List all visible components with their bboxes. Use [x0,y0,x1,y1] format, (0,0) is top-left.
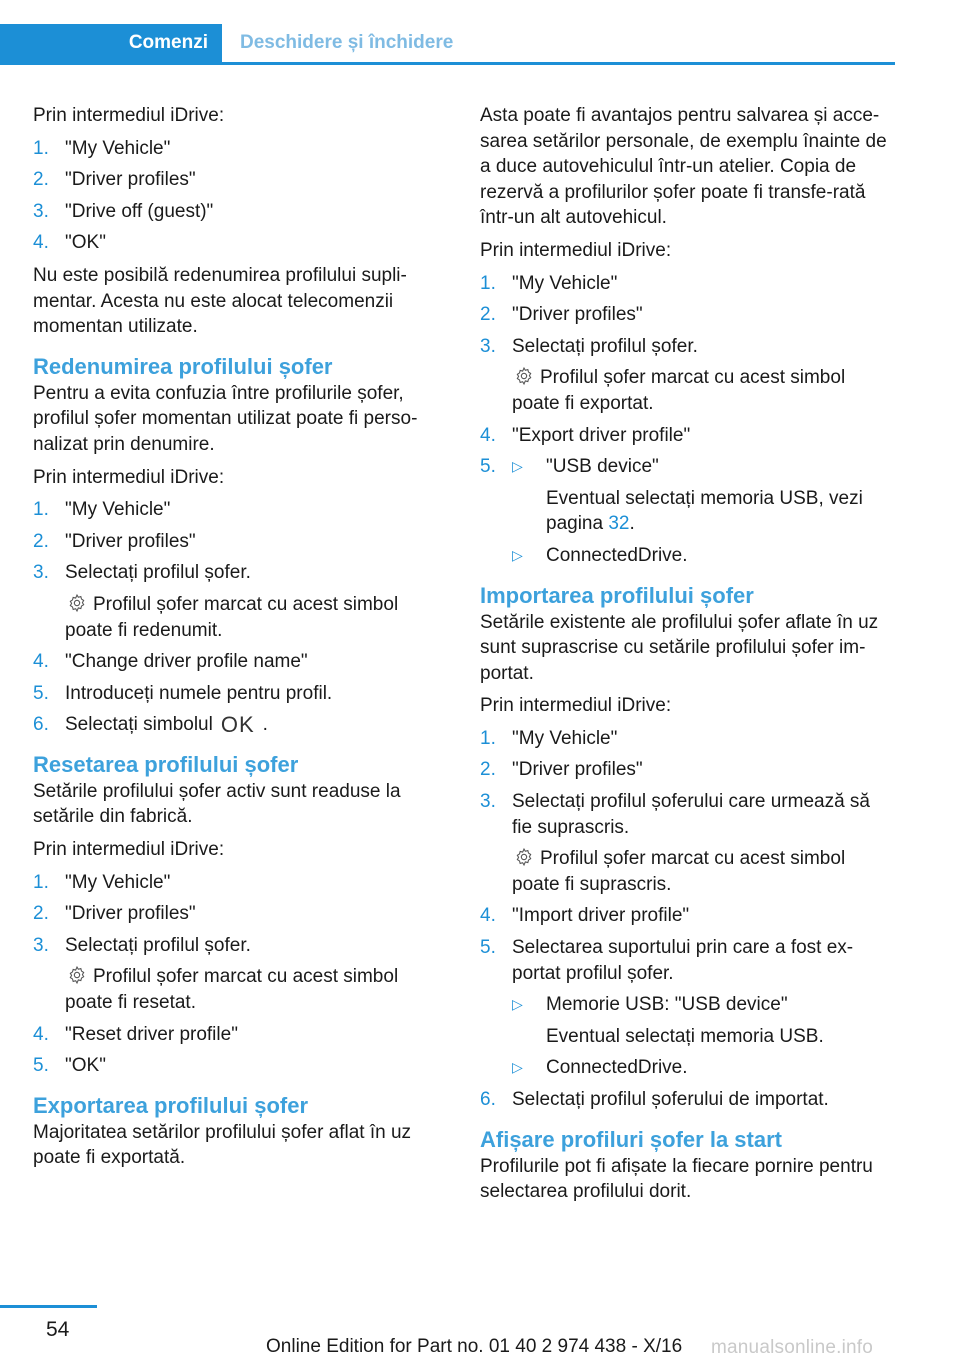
list-item [33,933,445,1016]
step-text: "My Vehicle" [65,871,171,893]
step-number: 4. [33,651,49,673]
list-item [480,935,895,1081]
edition-info: Online Edition for Part no. 01 40 2 974 438 - X/16 [266,1336,683,1357]
step-number: 5. [480,456,496,478]
step-text: "OK" [65,232,106,254]
triangle-bullet-icon: ▷ [512,546,523,563]
list-item [480,302,895,328]
step-text: "My Vehicle" [65,499,171,521]
note-text: Eventual selectați memoria USB, vezi pagina [546,487,863,535]
list-item [33,901,445,927]
step-number: 3. [480,335,496,357]
list-item [33,230,445,256]
step-number: 3. [33,934,49,956]
list-item [33,199,445,225]
list-item [512,543,895,569]
step-number: 3. [33,200,49,222]
ok-symbol-icon: OK [220,712,255,738]
step-text: "Change driver profile name" [65,651,308,673]
step-number: 1. [33,137,49,159]
option-text: ConnectedDrive. [546,544,688,566]
list-item [480,903,895,929]
step-text: Introduceți numele pentru profil. [65,682,333,704]
list-item [33,497,445,523]
option-text: "USB device" [546,456,659,478]
list-item [480,271,895,297]
symbol-note [65,592,445,643]
step-number: 5. [480,937,496,959]
footer-accent-line [0,1305,97,1308]
tab-deschidere-si-inchidere[interactable]: Deschidere și închidere [240,32,454,53]
step-text: "My Vehicle" [512,727,618,749]
list-item [33,681,445,707]
step-number: 2. [33,530,49,552]
symbol-note [512,846,895,897]
note-text: Profilul șofer marcat cu acest simbol poate fi redenumit. [65,593,399,641]
export-steps [480,271,895,569]
option-text: Memorie USB: "USB device" [546,994,788,1016]
triangle-bullet-icon: ▷ [512,458,523,475]
step-text: Selectarea suportului prin care a fost ex-portat profilul șofer. [512,937,854,984]
triangle-bullet-icon: ▷ [512,1059,523,1076]
tab-comenzi[interactable]: Comenzi [0,24,222,62]
list-item [33,529,445,555]
step-number: 5. [33,682,49,704]
page-link[interactable]: 32 [608,513,630,535]
page-number: 54 [46,1318,70,1341]
paragraph: Setările existente ale profilului șofer aflate în uz sunt suprascrise cu setările profilului șofer im-portat. [480,611,879,684]
list-item [480,757,895,783]
gear-icon [67,593,87,613]
step-number: 6. [480,1089,496,1110]
heading-export-profile: Exportarea profilului șofer [33,1092,309,1118]
step-text: "Driver profiles" [65,903,196,925]
note-text: Profilul șofer marcat cu acest simbol poate fi suprascris. [512,848,846,895]
header-bar [0,24,895,65]
list-item [512,454,895,537]
step-text-end: . [262,714,268,736]
step-number: 4. [480,424,496,446]
gear-icon [514,366,534,386]
step-number: 2. [480,759,496,781]
step-text: "My Vehicle" [512,272,618,294]
heading-display-profiles: Afișare profiluri șofer la start [480,1126,782,1152]
symbol-note [512,365,895,416]
step-text: "Drive off (guest)" [65,200,214,222]
list-item [33,1053,445,1079]
rename-steps [33,497,445,738]
list-item [33,560,445,643]
option-note: Eventual selectați memoria USB. [546,1025,824,1047]
import-steps [480,726,895,1113]
step-text: "OK" [65,1055,106,1077]
gear-icon [67,965,87,985]
list-item [33,167,445,193]
step-number: 1. [33,871,49,893]
paragraph: Prin intermediul iDrive: [480,239,672,261]
drive-off-steps [33,136,445,256]
step-number: 4. [33,1023,49,1045]
list-item [480,334,895,417]
note-text: Profilul șofer marcat cu acest simbol poate fi exportat. [512,367,846,414]
list-item [33,1022,445,1048]
step-number: 1. [480,727,496,749]
note-text-end: . [629,513,635,535]
step-text: "Driver profiles" [65,530,196,552]
step-number: 2. [33,903,49,925]
list-item [33,136,445,162]
paragraph: Majoritatea setărilor profilului șofer aflat în uz poate fi exportată. [33,1121,412,1169]
option-text: ConnectedDrive. [546,1057,688,1079]
heading-rename-profile: Redenumirea profilului șofer [33,353,333,379]
symbol-note [65,964,445,1015]
export-media-options [512,454,895,568]
paragraph: Nu este posibilă redenumirea profilului supli-mentar. Acesta nu este alocat telecomenzii momentan utilizate. [33,264,407,338]
step-text: "Export driver profile" [512,424,691,446]
step-text: Selectați profilul șoferului de importat. [512,1089,829,1110]
paragraph: Prin intermediul iDrive: [480,695,672,717]
step-text: "Driver profiles" [512,759,643,781]
list-item [480,423,895,449]
list-item [480,1087,895,1113]
list-item [33,870,445,896]
left-column [33,103,445,1178]
step-text: Selectați profilul șofer. [65,934,251,956]
step-number: 3. [33,562,49,584]
note-text: Profilul șofer marcat cu acest simbol poate fi resetat. [65,966,399,1014]
step-text: Selectați profilul șofer. [65,562,251,584]
list-item [512,1055,895,1081]
step-number: 3. [480,791,496,813]
watermark: manualsonline.info [711,1337,874,1358]
paragraph: Setările profilului șofer activ sunt readuse la setările din fabrică. [33,780,401,828]
step-text: "Reset driver profile" [65,1023,238,1045]
list-item [512,992,895,1049]
paragraph: Profilurile pot fi afișate la fiecare pornire pentru selectarea profilului dorit. [480,1155,873,1203]
step-text: "My Vehicle" [65,137,171,159]
step-number: 4. [33,232,49,254]
step-number: 1. [33,499,49,521]
option-note [546,486,895,537]
list-item [480,726,895,752]
heading-reset-profile: Resetarea profilului șofer [33,751,299,777]
paragraph: Prin intermediul iDrive: [33,839,225,861]
list-item [33,649,445,675]
step-number: 6. [33,714,49,736]
step-text: "Driver profiles" [512,304,643,326]
paragraph: Prin intermediul iDrive: [33,105,225,126]
step-number: 1. [480,272,496,294]
list-item [480,789,895,897]
list-item [480,454,895,568]
paragraph: Pentru a evita confuzia între profilurile șofer, profilul șofer momentan utilizat poate fi perso-nalizat prin denumire. [33,382,418,455]
step-number: 2. [480,304,496,326]
step-number: 2. [33,169,49,191]
reset-steps [33,870,445,1079]
step-number: 4. [480,905,496,927]
step-text: Selectați profilul șofer. [512,335,698,357]
step-text: Selectați profilul șoferului care urmează să fie suprascris. [512,791,871,838]
paragraph: Asta poate fi avantajos pentru salvarea și acce-sarea setărilor personale, de exemplu înainte de a duce autovehiculul într-un atelier. Copia de rezervă a profilurilor șofer poate fi transfe-rată într-un alt autovehicul. [480,105,887,229]
import-media-options [512,992,895,1081]
gear-icon [514,847,534,867]
triangle-bullet-icon: ▷ [512,996,523,1013]
step-number: 5. [33,1055,49,1077]
heading-import-profile: Importarea profilului șofer [480,582,754,608]
step-text: "Import driver profile" [512,905,690,927]
step-text: "Driver profiles" [65,169,196,191]
right-column [480,103,895,1212]
list-item [33,712,445,738]
step-text: Selectați simbolul [65,714,213,736]
paragraph: Prin intermediul iDrive: [33,466,225,488]
